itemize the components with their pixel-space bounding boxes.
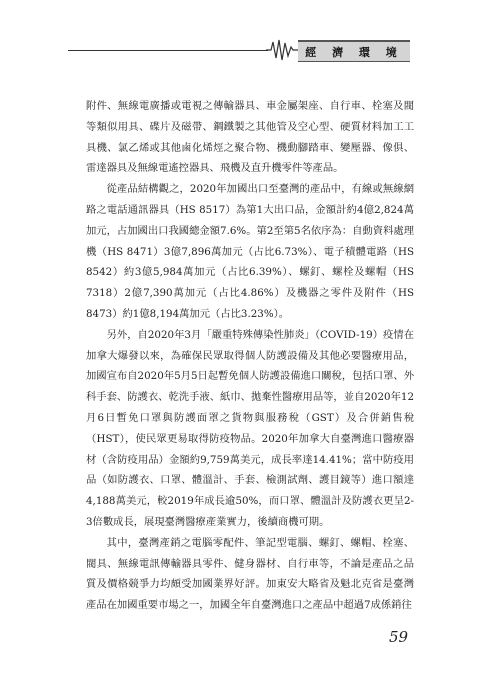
section-title: 經 濟 環 境 [298, 40, 410, 62]
paragraph: 其中，臺灣產銷之電腦零配件、筆記型電腦、螺釘、螺帽、栓塞、閥具、無線電訊傳輸器具零件、健身器材、自行車等，不論是產品之品質及價格競爭力均頗受加國業界好評。加東安大略省及魁北克省是臺灣產品在加國重要市場之一，加國全年自臺灣進口之產品中超過7成係銷往 [86, 536, 414, 612]
header-rule [68, 50, 268, 51]
paragraph: 另外，自2020年3月「嚴重特殊傳染性肺炎」（COVID-19）疫情在加拿大爆發以來，為確保民眾取得個人防護設備及其他必要醫療用品，加國宣布自2020年5月5日起暫免個人防護設備進口關稅，包括口罩、外科手套、防護衣、乾洗手液、紙巾、拋棄性醫療用品等，並自2020年12月6日暫免口罩與防護面罩之貨物與服務稅（GST）及合併銷售稅（HST），使民眾更易取得防疫物品。2020年加拿大自臺灣進口醫療器材（含防疫用品）金額約9,759萬美元，成長率達14.41%；當中防疫用品（如防護衣、口罩、體溫計、手套、檢測試劑、護目鏡等）進口額達4,188萬美元，較2019年成長逾50%，而口罩、體溫計及防護衣更呈2-3倍數成長，展現臺灣醫療產業實力，後續商機可期。 [86, 328, 414, 528]
paragraph: 附件、無線電廣播或電視之傳輸器具、車金屬架座、自行車、栓塞及閥等類似用具、碟片及磁帶、鋼鐵製之其他管及空心型、硬質材料加工工具機、氯乙烯或其他鹵化烯烴之聚合物、機動腳踏車、變壓器、像俱、雷達器具及無線電遙控器具、飛機及直升機零件等產品。 [86, 100, 414, 175]
heartbeat-wave-icon [266, 38, 298, 62]
paragraph: 從產品結構觀之，2020年加國出口至臺灣的產品中，有線或無線網路之電話通訊器具（HS 8517）為第1大出口品，金額計約4億2,824萬加元，占加國出口我國總金額7.6%。第2至第5名依序為：自動資料處理機（HS 8471）3億7,896萬加元（占比6.73%）、電子積體電路（HS 8542）約3億5,984萬加元（占比6.39%）、螺釘、螺栓及螺帽（HS 7318）2億7,390萬加元（占比4.86%）及機器之零件及附件（HS 8473）約1億8,194萬加元（占比3.23%）。 [86, 183, 414, 320]
page-number: 59 [389, 628, 409, 646]
body-text [86, 96, 414, 616]
